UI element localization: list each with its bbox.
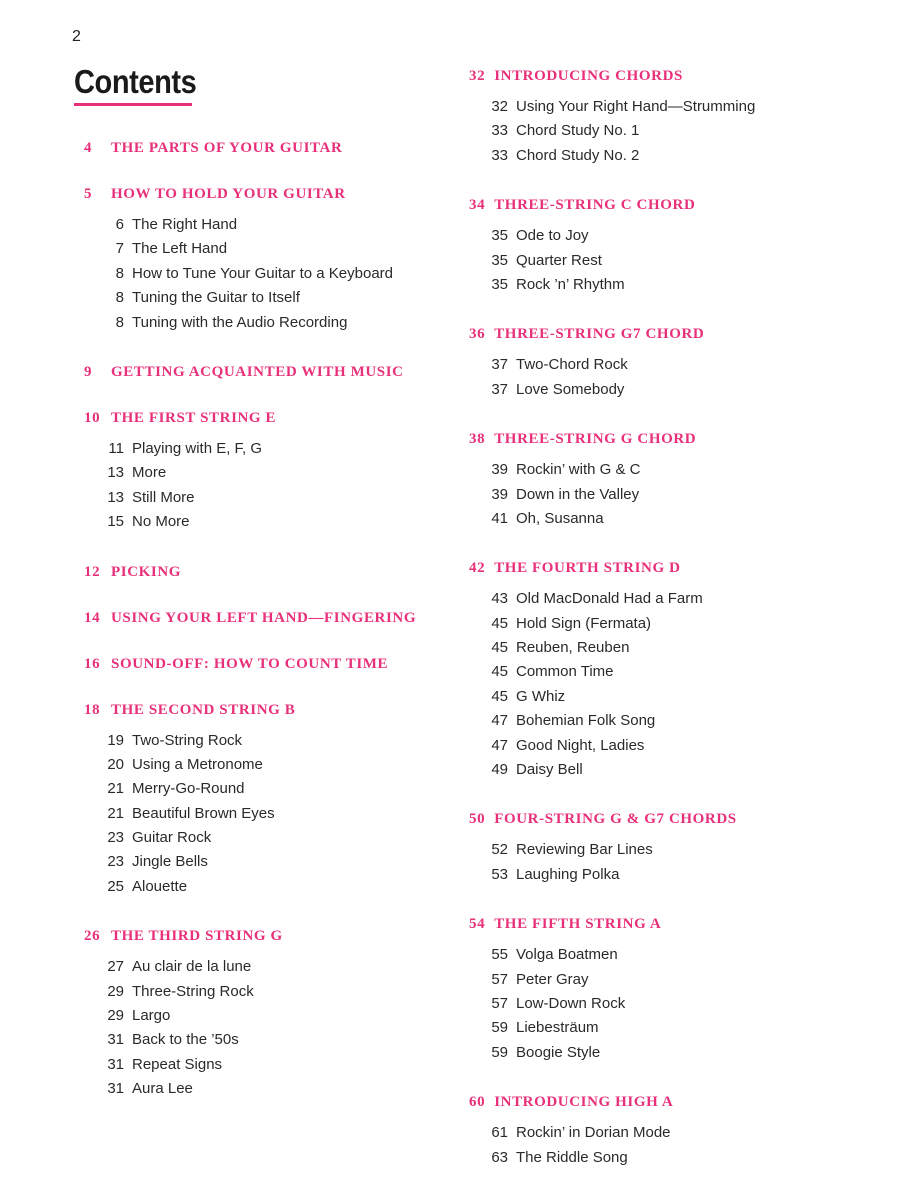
entry-page-number: 20 [107,755,124,773]
entry-page-number: 7 [115,240,124,258]
entry-page-number: 41 [491,509,508,527]
entry-page-number: 6 [115,216,124,233]
toc-entry[interactable] [469,378,869,402]
toc-section [84,700,444,900]
entry-page-number: 59 [491,1019,508,1037]
section-spacer [84,535,444,562]
entry-page-number: 33 [491,122,508,140]
entry-title: Love Somebody [516,380,625,398]
entry-list [84,729,444,900]
toc-entry[interactable] [84,875,444,899]
section-heading[interactable] [84,184,444,204]
section-page-number: 10 [84,409,101,426]
toc-entry[interactable] [469,1016,869,1040]
entry-title: Liebesträum [516,1019,599,1037]
section-heading[interactable] [469,195,869,215]
toc-entry[interactable] [84,980,444,1004]
section-title: THREE-STRING G CHORD [494,431,697,448]
entry-title: The Left Hand [132,240,228,258]
entry-title: G Whiz [516,687,566,705]
toc-entry[interactable] [469,1146,869,1170]
entry-page-number: 43 [491,590,508,608]
entry-page-number: 27 [107,958,124,976]
section-spacer [84,158,444,184]
toc-entry[interactable] [84,1053,444,1077]
entry-page-number: 33 [491,146,508,164]
toc-entry[interactable] [469,119,869,143]
section-title: SOUND-OFF: HOW TO COUNT TIME [111,655,389,672]
toc-entry[interactable] [469,1121,869,1145]
toc-entry[interactable] [469,709,869,733]
toc-entry[interactable] [84,437,444,461]
entry-page-number: 45 [491,614,508,632]
section-page-number: 38 [469,431,486,448]
toc-entry[interactable] [84,777,444,801]
entry-page-number: 15 [107,513,124,531]
entry-title: Peter Gray [516,970,589,988]
section-page-number: 18 [84,701,101,718]
title-underline [74,103,192,106]
section-spacer [84,382,444,408]
entry-list [469,1121,869,1170]
toc-section [469,195,869,297]
toc-entry[interactable] [469,685,869,709]
toc-entry[interactable] [84,1028,444,1052]
section-title: FOUR-STRING G & G7 CHORDS [494,811,737,828]
entry-page-number: 45 [491,687,508,705]
toc-entry[interactable] [469,507,869,531]
section-spacer [84,674,444,700]
entry-title: Old MacDonald Had a Farm [516,590,703,608]
section-heading[interactable] [84,138,444,158]
entry-page-number: 19 [107,731,124,749]
entry-list [469,838,869,887]
toc-entry[interactable] [469,1041,869,1065]
entry-title: Largo [132,1007,171,1025]
entry-title: Using Your Right Hand—Strumming [516,98,756,115]
toc-entry[interactable] [84,486,444,510]
entry-page-number: 63 [491,1148,508,1166]
entry-page-number: 23 [107,829,124,847]
entry-list [469,95,869,168]
entry-title: Beautiful Brown Eyes [132,804,275,822]
toc-section [84,138,444,158]
entry-title: Oh, Susanna [516,509,604,527]
entry-page-number: 13 [107,464,124,482]
entry-title: Laughing Polka [516,865,620,883]
entry-list [469,353,869,402]
toc-entry[interactable] [469,144,869,168]
entry-title: Hold Sign (Fermata) [516,614,652,632]
toc-entry[interactable] [84,729,444,753]
section-spacer [84,335,444,362]
toc-entry[interactable] [84,510,444,534]
toc-section [84,562,444,582]
entry-title: Rockin’ in Dorian Mode [516,1124,671,1142]
section-title: INTRODUCING HIGH A [494,1094,674,1111]
entry-page-number: 39 [491,485,508,503]
section-heading[interactable] [469,429,869,449]
entry-title: Ode to Joy [516,227,589,245]
toc-section [469,429,869,531]
section-title: THREE-STRING C CHORD [494,197,696,214]
entry-page-number: 52 [491,841,508,859]
page-title: Contents [74,63,197,100]
toc-entry[interactable] [469,863,869,887]
section-spacer [469,531,869,558]
entry-page-number: 45 [491,639,508,657]
toc-entry[interactable] [84,1004,444,1028]
toc-entry[interactable] [84,311,444,335]
entry-title: Chord Study No. 2 [516,146,640,164]
entry-page-number: 47 [491,736,508,754]
entry-page-number: 8 [115,264,124,282]
entry-title: Reuben, Reuben [516,639,630,657]
toc-entry[interactable] [469,943,869,967]
section-title: PICKING [111,563,182,580]
section-title: THE FIFTH STRING A [494,916,662,933]
entry-page-number: 35 [491,275,508,293]
toc-right-column [469,66,869,1170]
section-spacer [469,887,869,914]
toc-entry[interactable] [84,1077,444,1101]
entry-page-number: 25 [107,877,124,895]
section-heading[interactable] [84,654,444,674]
toc-section [84,184,444,335]
entry-title: The Right Hand [132,216,238,233]
entry-list [84,955,444,1101]
section-spacer [469,402,869,429]
entry-page-number: 29 [107,982,124,1000]
toc-entry[interactable] [84,262,444,286]
toc-entry[interactable] [469,587,869,611]
entry-page-number: 21 [107,780,124,798]
entry-title: Rock ’n’ Rhythm [516,275,625,293]
toc-entry[interactable] [469,95,869,119]
section-page-number: 36 [469,326,486,343]
toc-entry[interactable] [469,758,869,782]
section-page-number: 4 [84,140,93,156]
section-heading[interactable] [469,914,869,934]
entry-page-number: 59 [491,1043,508,1061]
toc-section [469,914,869,1065]
entry-page-number: 29 [107,1007,124,1025]
toc-section [469,324,869,402]
toc-entry[interactable] [84,850,444,874]
entry-title: Three-String Rock [132,982,254,1000]
section-heading[interactable] [84,608,444,628]
section-page-number: 9 [84,363,93,380]
section-heading[interactable] [84,562,444,582]
toc-entry[interactable] [469,353,869,377]
entry-list [84,437,444,535]
toc-section [469,558,869,782]
section-title: HOW TO HOLD YOUR GUITAR [111,186,346,202]
section-spacer [469,782,869,809]
entry-title: Tuning the Guitar to Itself [132,289,300,307]
entry-title: Playing with E, F, G [132,439,263,457]
entry-title: Reviewing Bar Lines [516,841,653,859]
toc-section [84,654,444,674]
toc-section [84,926,444,1101]
entry-title: Back to the ’50s [132,1031,239,1049]
section-title: THE FOURTH STRING D [494,560,681,577]
entry-page-number: 53 [491,865,508,883]
entry-page-number: 45 [491,663,508,681]
entry-page-number: 35 [491,251,508,269]
entry-page-number: 31 [107,1055,124,1073]
section-spacer [84,899,444,926]
section-heading[interactable] [469,1092,869,1112]
entry-title: Merry-Go-Round [132,780,245,798]
toc-section [469,809,869,887]
toc-entry[interactable] [84,237,444,261]
section-title: THE SECOND STRING B [111,701,296,718]
entry-page-number: 31 [107,1031,124,1049]
section-heading[interactable] [469,324,869,344]
entry-page-number: 35 [491,227,508,245]
entry-page-number: 61 [491,1124,508,1142]
section-title: THE FIRST STRING E [111,409,277,426]
page-number: 2 [72,28,81,45]
entry-page-number: 23 [107,853,124,871]
entry-title: Good Night, Ladies [516,736,645,754]
entry-title: Alouette [132,877,188,895]
entry-title: No More [132,513,190,531]
toc-entry[interactable] [84,802,444,826]
toc-entry[interactable] [469,273,869,297]
entry-list [469,458,869,531]
entry-page-number: 31 [107,1080,124,1098]
toc-section [469,1092,869,1170]
toc-entry[interactable] [469,612,869,636]
entry-page-number: 37 [491,380,508,398]
section-page-number: 12 [84,563,101,580]
entry-title: Common Time [516,663,614,681]
toc-section [84,408,444,535]
section-title: THREE-STRING G7 CHORD [494,326,705,343]
entry-page-number: 11 [108,439,124,457]
section-spacer [84,628,444,654]
toc-entry[interactable] [84,461,444,485]
section-heading[interactable] [84,362,444,382]
toc-entry[interactable] [84,955,444,979]
entry-title: More [132,464,167,482]
entry-list [469,224,869,297]
entry-title: Quarter Rest [516,251,602,269]
section-spacer [469,168,869,195]
toc-entry[interactable] [84,286,444,310]
entry-page-number: 47 [491,712,508,730]
toc-section [84,362,444,382]
entry-title: Low-Down Rock [516,994,626,1012]
toc-entry[interactable] [469,838,869,862]
toc-entry[interactable] [469,968,869,992]
entry-title: Still More [132,488,195,506]
entry-list [469,943,869,1065]
entry-page-number: 8 [115,289,124,307]
toc-entry[interactable] [469,458,869,482]
entry-page-number: 39 [491,461,508,479]
entry-page-number: 57 [491,994,508,1012]
toc-entry[interactable] [84,753,444,777]
entry-title: Two-String Rock [132,731,243,749]
entry-title: Using a Metronome [132,755,263,773]
toc-entry[interactable] [469,636,869,660]
section-page-number: 32 [469,68,486,84]
entry-page-number: 57 [491,970,508,988]
section-spacer [469,297,869,324]
section-title: USING YOUR LEFT HAND—FINGERING [111,609,417,626]
section-page-number: 5 [84,186,93,202]
entry-title: How to Tune Your Guitar to a Keyboard [132,264,393,282]
entry-page-number: 55 [491,946,508,964]
entry-page-number: 32 [491,98,508,115]
section-title: INTRODUCING CHORDS [494,68,683,84]
entry-title: Two-Chord Rock [516,356,628,374]
toc-section [84,608,444,628]
entry-page-number: 49 [491,761,508,779]
entry-title: Boogie Style [516,1043,601,1061]
toc-entry[interactable] [469,660,869,684]
section-spacer [84,582,444,608]
entry-page-number: 13 [107,488,124,506]
toc-entry[interactable] [469,992,869,1016]
section-title: THE PARTS OF YOUR GUITAR [111,140,343,156]
section-title: GETTING ACQUAINTED WITH MUSIC [111,363,404,380]
entry-page-number: 8 [115,313,124,331]
section-spacer [469,1065,869,1092]
entry-title: Guitar Rock [132,829,212,847]
section-heading[interactable] [84,700,444,720]
entry-title: Bohemian Folk Song [516,712,656,730]
toc-entry[interactable] [469,249,869,273]
section-heading[interactable] [469,809,869,829]
toc-entry[interactable] [84,826,444,850]
section-page-number: 60 [469,1094,486,1111]
toc-entry[interactable] [469,224,869,248]
section-page-number: 26 [84,928,101,945]
title-block [74,62,213,106]
section-heading[interactable] [469,66,869,86]
section-heading[interactable] [469,558,869,578]
entry-list [469,587,869,782]
entry-title: Tuning with the Audio Recording [132,313,348,331]
section-page-number: 16 [84,655,101,672]
toc-entry[interactable] [84,213,444,237]
section-page-number: 34 [469,197,486,214]
section-heading[interactable] [84,408,444,428]
entry-title: The Riddle Song [516,1148,628,1166]
section-title: THE THIRD STRING G [111,928,283,945]
section-heading[interactable] [84,926,444,946]
toc-entry[interactable] [469,734,869,758]
entry-title: Aura Lee [132,1080,193,1098]
section-page-number: 50 [469,811,486,828]
entry-title: Volga Boatmen [516,946,618,964]
section-page-number: 42 [469,560,486,577]
section-page-number: 54 [469,916,486,933]
entry-title: Rockin’ with G & C [516,461,641,479]
entry-title: Jingle Bells [132,853,208,871]
entry-title: Daisy Bell [516,761,583,779]
entry-title: Down in the Valley [516,485,640,503]
toc-section [469,66,869,168]
entry-title: Chord Study No. 1 [516,122,640,140]
entry-page-number: 21 [107,804,124,822]
entry-list [84,213,444,335]
toc-left-column [84,138,444,1102]
entry-page-number: 37 [491,356,508,374]
toc-entry[interactable] [469,483,869,507]
entry-title: Repeat Signs [132,1055,223,1073]
entry-title: Au clair de la lune [132,958,252,976]
section-page-number: 14 [84,609,101,626]
